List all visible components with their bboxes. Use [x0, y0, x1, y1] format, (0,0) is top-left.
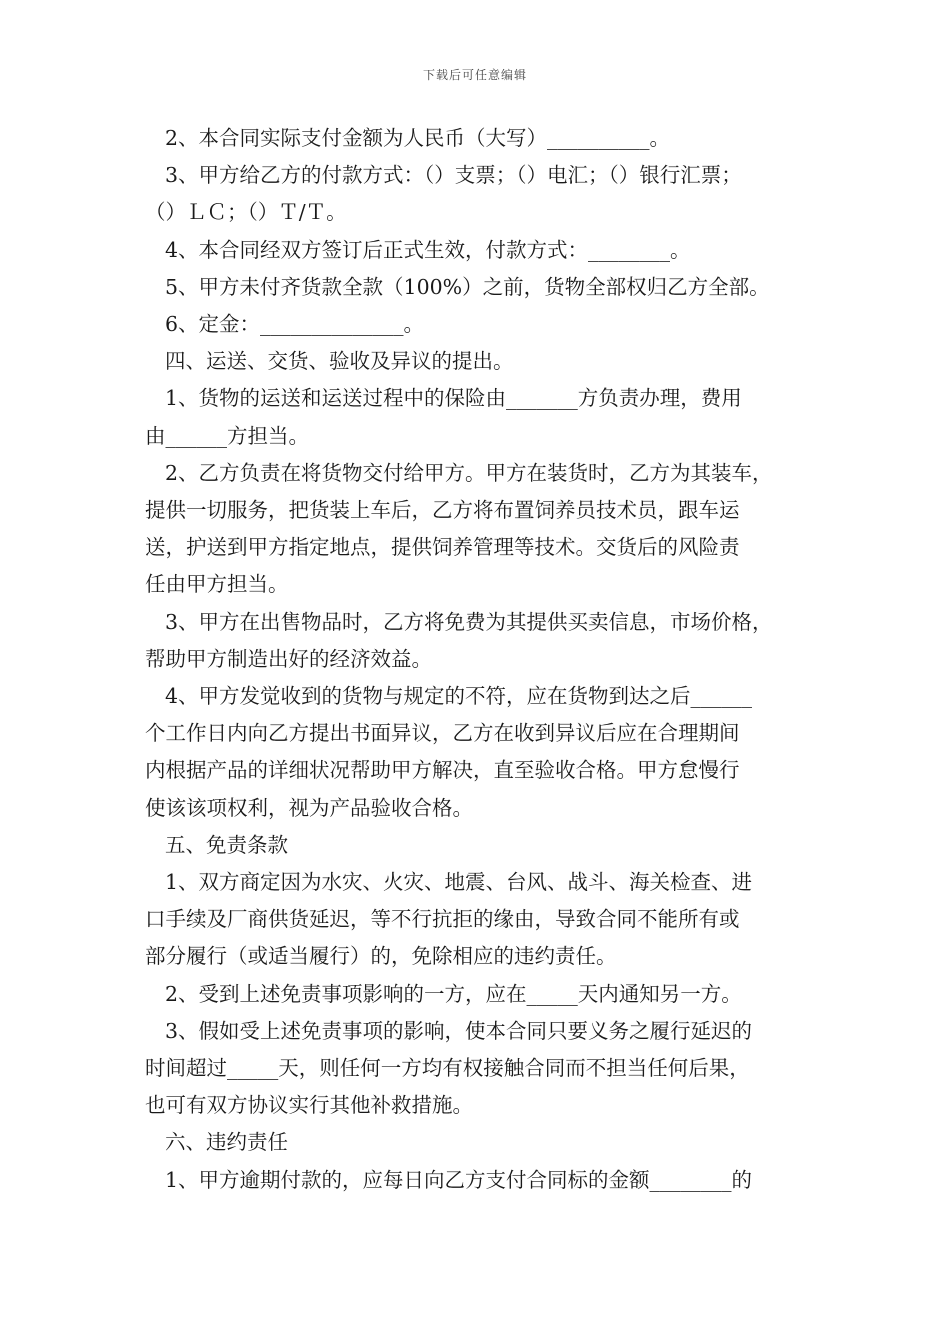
- text-line: 个工作日内向乙方提出书面异议，乙方在收到异议后应在合理期间: [145, 721, 740, 746]
- text-line: 四、运送、交货、验收及异议的提出。: [165, 349, 514, 374]
- text-line: 3、甲方在出售物品时，乙方将免费为其提供买卖信息，市场价格，: [165, 609, 773, 634]
- text-line: 4、本合同经双方签订后正式生效，付款方式：________。: [165, 237, 691, 262]
- text-line: 1、甲方逾期付款的，应每日向乙方支付合同标的金额________的: [165, 1167, 753, 1192]
- text-line: 1、货物的运送和运送过程中的保险由_______方负责办理，费用: [165, 386, 742, 411]
- text-line: 也可有双方协议实行其他补救措施。: [145, 1093, 473, 1118]
- text-line: 任由甲方担当。: [145, 572, 289, 597]
- text-line: 2、乙方负责在将货物交付给甲方。甲方在装货时，乙方为其装车，: [165, 460, 773, 485]
- text-line: 由______方担当。: [145, 423, 309, 448]
- header-note: 下载后可任意编辑: [422, 68, 527, 82]
- text-line: 帮助甲方制造出好的经济效益。: [145, 646, 432, 671]
- text-line: 部分履行（或适当履行）的，免除相应的违约责任。: [145, 944, 617, 969]
- text-line: 五、免责条款: [165, 832, 288, 857]
- text-line: 3、假如受上述免责事项的影响，使本合同只要义务之履行延迟的: [165, 1018, 753, 1043]
- text-line: 提供一切服务，把货装上车后，乙方将布置饲养员技术员，跟车运: [145, 498, 740, 523]
- text-line: 时间超过_____天，则任何一方均有权接触合同而不担当任何后果，: [145, 1056, 750, 1081]
- text-line: 2、受到上述免责事项影响的一方，应在_____天内通知另一方。: [165, 981, 742, 1006]
- text-line: 口手续及厂商供货延迟，等不行抗拒的缘由，导致合同不能所有或: [145, 907, 740, 932]
- text-line: 内根据产品的详细状况帮助甲方解决，直至验收合格。甲方怠慢行: [145, 758, 740, 783]
- text-line: 5、甲方未付齐货款全款（100%）之前，货物全部权归乙方全部。: [165, 274, 770, 299]
- text-line: 使该该项权利，视为产品验收合格。: [145, 795, 473, 820]
- text-line: 3、甲方给乙方的付款方式：（）支票；（）电汇；（）银行汇票；: [165, 163, 742, 188]
- document-body: [145, 120, 810, 1199]
- text-line: 送，护送到甲方指定地点，提供饲养管理等技术。交货后的风险责: [145, 535, 740, 560]
- text-line: 4、甲方发觉收到的货物与规定的不符，应在货物到达之后______: [165, 684, 753, 709]
- text-line: 1、双方商定因为水灾、火灾、地震、台风、战斗、海关检查、进: [165, 870, 753, 895]
- text-line: 六、违约责任: [165, 1130, 288, 1155]
- text-line: 2、本合同实际支付金额为人民币（大写）__________。: [165, 126, 671, 150]
- text-line: 6、定金：______________。: [165, 312, 425, 337]
- text-line: （）ＬＣ；（）Ｔ/Ｔ。: [145, 200, 347, 225]
